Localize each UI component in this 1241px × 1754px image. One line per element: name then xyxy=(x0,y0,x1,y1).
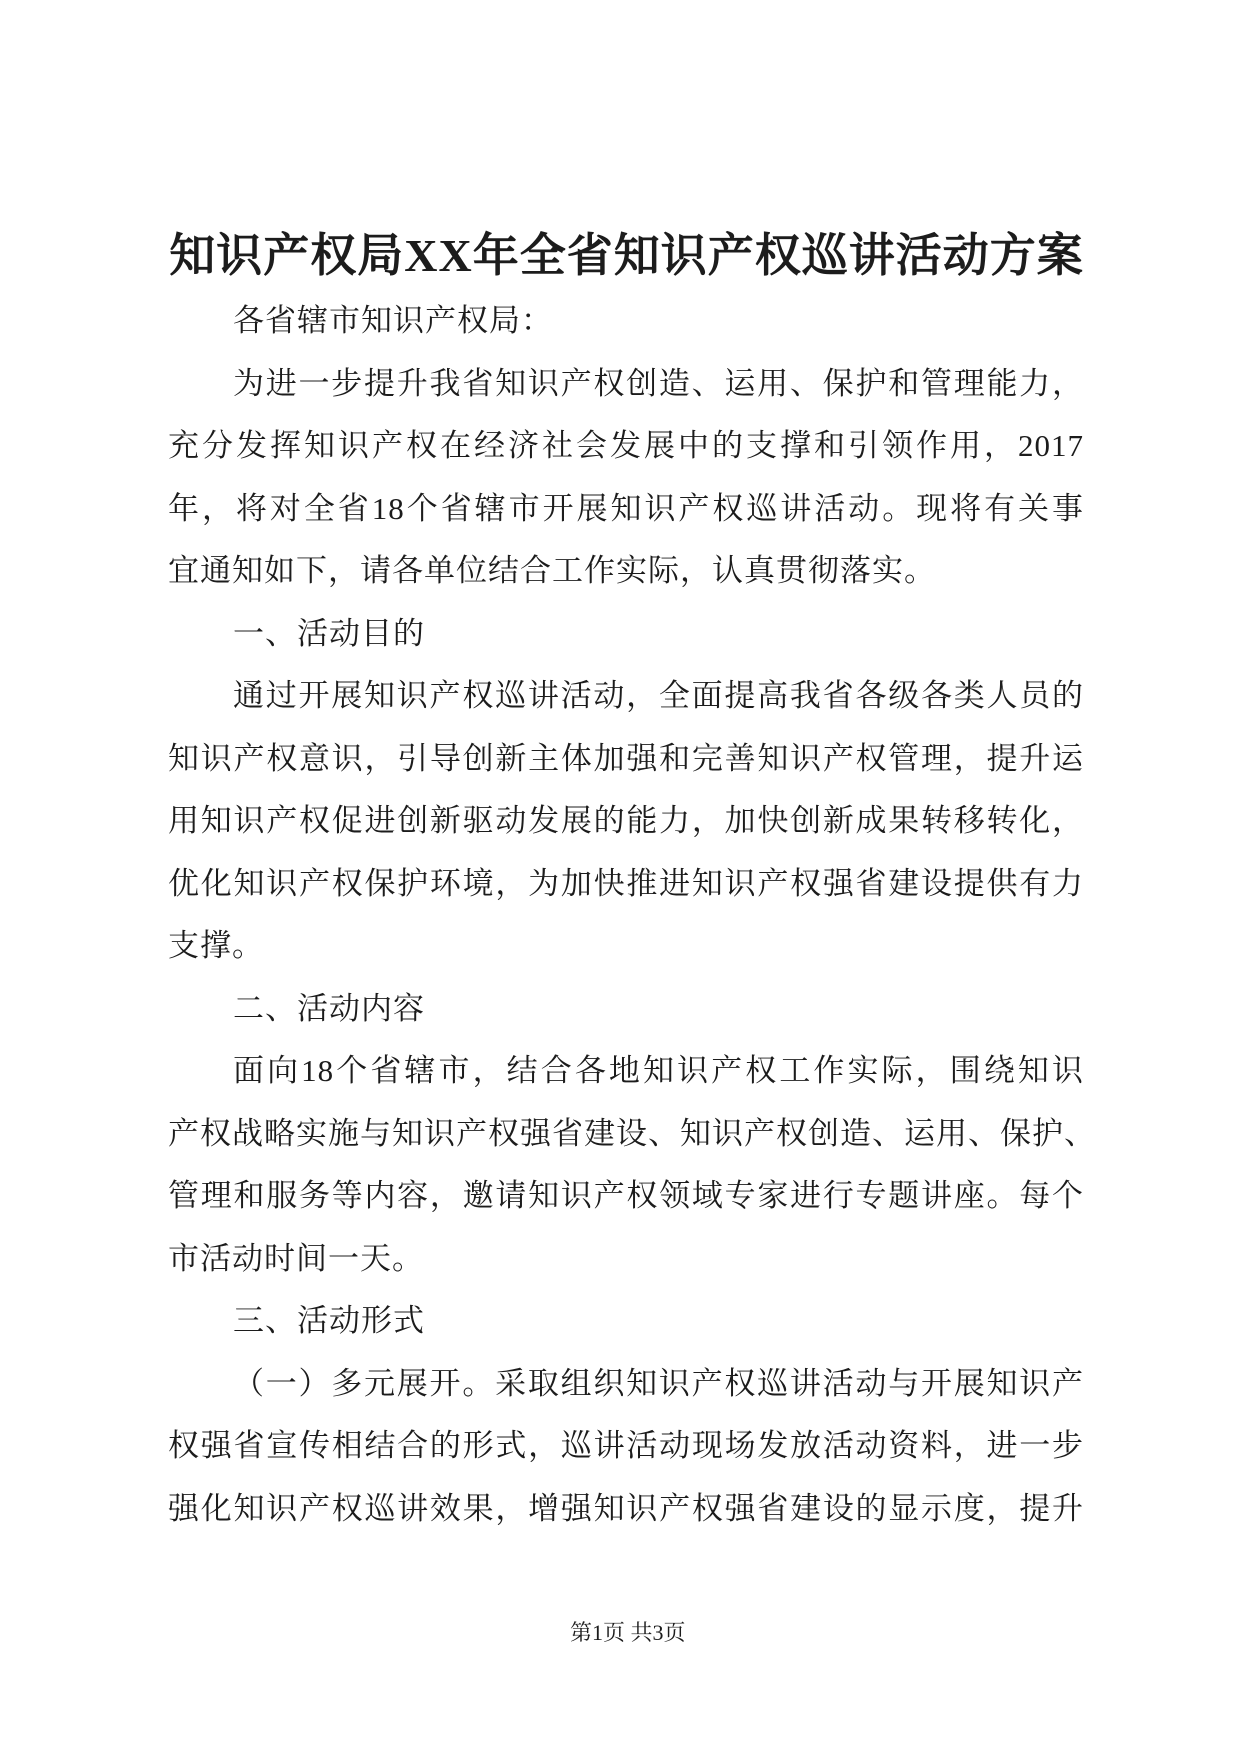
text-line: 优化知识产权保护环境，为加快推进知识产权强省建设提供有力 xyxy=(168,865,1084,901)
text-line: （一）多元展开。采取组织知识产权巡讲活动与开展知识产 xyxy=(233,1365,1084,1401)
text-line: 各省辖市知识产权局： xyxy=(233,303,553,338)
text-line: 面向18个省辖市，结合各地知识产权工作实际，围绕知识 xyxy=(233,1053,1084,1088)
text-line: 产权战略实施与知识产权强省建设、知识产权创造、运用、保护、 xyxy=(168,1115,1096,1151)
text-line: 二、活动内容 xyxy=(233,990,425,1026)
text-line: 强化知识产权巡讲效果，增强知识产权强省建设的显示度，提升 xyxy=(168,1490,1084,1526)
text-line: 用知识产权促进创新驱动发展的能力，加快创新成果转移转化， xyxy=(168,803,1084,838)
text-line: 充分发挥知识产权在经济社会发展中的支撑和引领作用，2017 xyxy=(168,428,1084,463)
text-line: 知识产权意识，引导创新主体加强和完善知识产权管理，提升运 xyxy=(168,740,1084,776)
paragraph xyxy=(168,1040,1096,1290)
section-heading xyxy=(168,978,1084,1041)
text-line: 三、活动形式 xyxy=(233,1303,425,1338)
text-line: 年，将对全省18个省辖市开展知识产权巡讲活动。现将有关事 xyxy=(168,490,1084,526)
text-line: 宜通知如下，请各单位结合工作实际，认真贯彻落实。 xyxy=(168,553,936,588)
document-title: 知识产权局XX年全省知识产权巡讲活动方案 xyxy=(169,230,1084,281)
text-line: 一、活动目的 xyxy=(233,615,425,651)
intro-paragraph xyxy=(168,353,1084,603)
document-body xyxy=(168,290,1096,1540)
text-line: 市活动时间一天。 xyxy=(168,1240,424,1276)
text-line: 权强省宣传相结合的形式，巡讲活动现场发放活动资料，进一步 xyxy=(168,1428,1084,1463)
salutation xyxy=(168,290,1084,353)
section-heading xyxy=(168,1290,1084,1353)
paragraph xyxy=(168,1353,1084,1541)
section-heading xyxy=(168,603,1084,666)
text-line: 通过开展知识产权巡讲活动，全面提高我省各级各类人员的 xyxy=(233,678,1084,713)
text-line: 为进一步提升我省知识产权创造、运用、保护和管理能力， xyxy=(233,365,1084,401)
paragraph xyxy=(168,665,1084,978)
text-line: 支撑。 xyxy=(168,928,264,963)
page-number-footer: 第1页 共3页 xyxy=(570,1620,686,1645)
text-line: 管理和服务等内容，邀请知识产权领域专家进行专题讲座。每个 xyxy=(168,1178,1084,1213)
